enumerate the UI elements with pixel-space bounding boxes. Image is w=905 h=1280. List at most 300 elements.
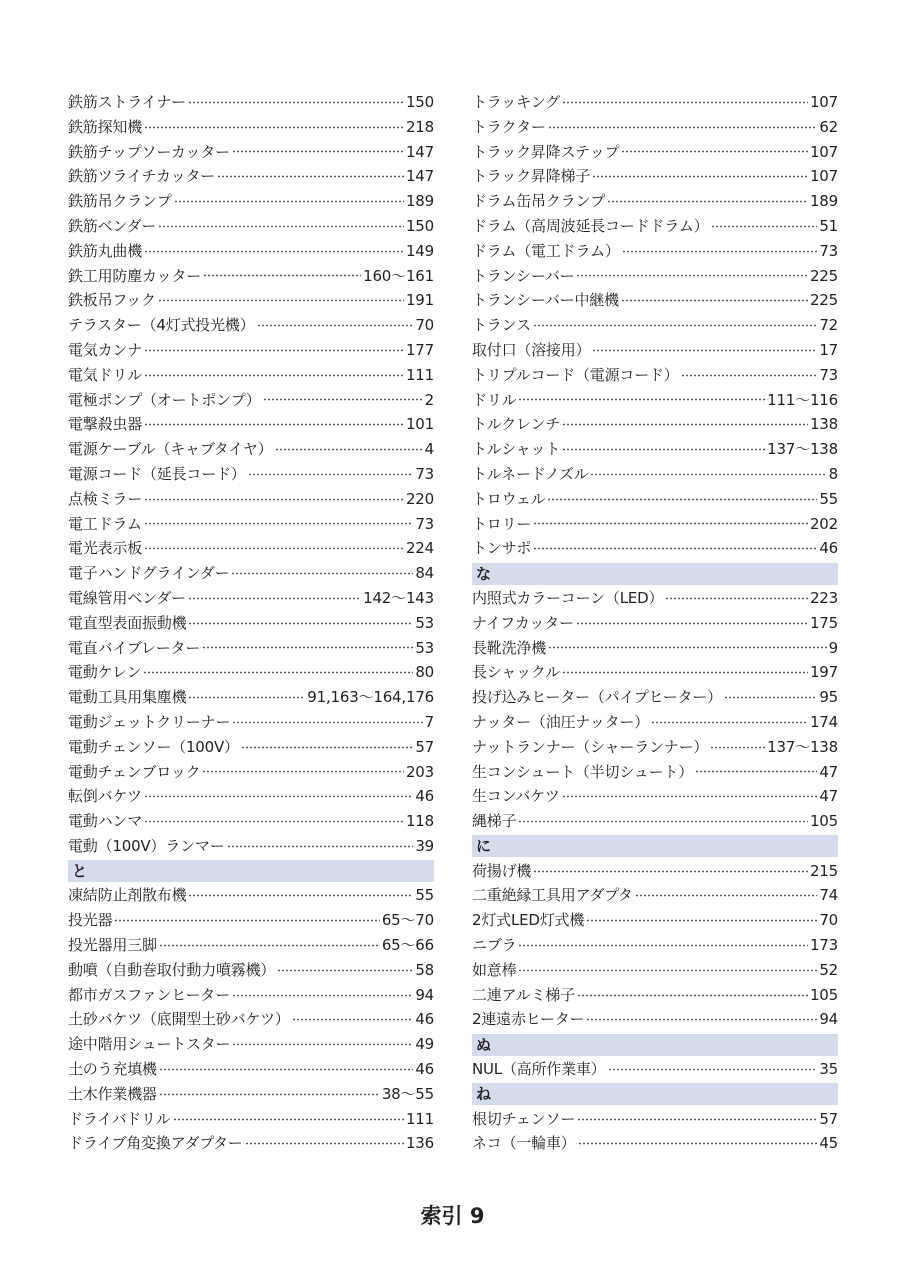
index-entry — [472, 239, 838, 264]
index-page-ref: 175 — [809, 613, 838, 632]
index-entry — [472, 264, 838, 289]
index-entry — [68, 1007, 434, 1032]
index-page-ref: 84 — [415, 564, 434, 583]
index-term: 二重絶縁工具用アダプタ — [472, 886, 633, 905]
index-entry — [68, 214, 434, 239]
index-term: 電動チェンブロック — [68, 762, 201, 781]
index-term: ドラム（高周波延長コードドラム） — [472, 216, 709, 235]
dot-leader — [227, 845, 414, 848]
index-term: 電気カンナ — [68, 340, 143, 359]
index-term: 電直バイブレーター — [68, 638, 201, 657]
index-entry — [68, 164, 434, 189]
index-entry — [472, 611, 838, 636]
index-page-ref: 150 — [405, 93, 434, 111]
index-term: 電源ケーブル（キャブタイヤ） — [68, 440, 273, 459]
dot-leader — [622, 250, 818, 253]
index-entry — [472, 933, 838, 958]
index-term: 生コンシュート（半切シュート） — [472, 762, 694, 781]
dot-leader — [202, 770, 404, 773]
index-term: 内照式カラーコーン（LED） — [472, 588, 664, 607]
index-term: 鉄筋ストライナー — [68, 93, 186, 111]
index-term: 電光表示板 — [68, 539, 143, 558]
index-term: 鉄筋探知機 — [68, 117, 143, 136]
dot-leader — [263, 398, 423, 401]
index-term: トランス — [472, 316, 531, 335]
index-page-ref: 107 — [809, 167, 838, 186]
index-term: 電極ポンプ（オートポンプ） — [68, 390, 261, 409]
index-entry — [472, 338, 838, 363]
index-entry — [68, 784, 434, 809]
index-entry — [472, 660, 838, 685]
index-term: 投光器 — [68, 911, 113, 930]
dot-leader — [608, 1068, 818, 1071]
index-term: ネコ（一輪車） — [472, 1134, 576, 1153]
index-entry — [68, 462, 434, 487]
index-entry — [68, 883, 434, 908]
dot-leader — [158, 299, 404, 302]
index-term: 電動工具用集塵機 — [68, 688, 187, 707]
dot-leader — [548, 646, 827, 649]
dot-leader — [562, 101, 808, 104]
index-page-ref: 138 — [809, 415, 838, 434]
index-page-ref: 9 — [828, 638, 838, 657]
index-page-ref: 191 — [405, 291, 434, 310]
dot-leader — [143, 671, 413, 674]
dot-leader — [518, 969, 817, 972]
index-term: 土砂バケツ（底開型土砂バケツ） — [68, 1010, 290, 1029]
index-term: 凍結防止剤散布機 — [68, 886, 187, 905]
index-page-ref: 137～138 — [767, 737, 838, 756]
index-page-ref: 70 — [819, 911, 838, 930]
index-page-ref: 173 — [809, 936, 838, 955]
dot-leader — [188, 894, 413, 897]
dot-leader — [232, 150, 404, 153]
index-page-ref: 118 — [405, 812, 434, 831]
index-page-ref: 7 — [424, 712, 434, 731]
index-entry — [472, 883, 838, 908]
index-entry — [472, 90, 838, 115]
dot-leader — [548, 126, 818, 129]
index-page-ref: 47 — [819, 787, 838, 806]
index-term: ナイフカッター — [472, 613, 574, 632]
index-term: 縄梯子 — [472, 812, 517, 831]
index-term: トラック昇降梯子 — [472, 167, 591, 186]
index-entry — [68, 710, 434, 735]
dot-leader — [174, 200, 404, 203]
dot-leader — [188, 696, 305, 699]
index-page-ref: 74 — [819, 886, 838, 905]
dot-leader — [248, 473, 414, 476]
index-entry — [68, 1082, 434, 1107]
index-term: 如意棒 — [472, 960, 517, 979]
index-page-ref: 215 — [809, 861, 838, 880]
index-page-ref: 55 — [819, 489, 838, 508]
dot-leader — [188, 622, 413, 625]
index-term: ドライブ角変換アダプター — [68, 1134, 243, 1153]
index-entry — [472, 140, 838, 165]
dot-leader — [533, 324, 818, 327]
index-entry — [472, 462, 838, 487]
index-term: 電源コード（延長コード） — [68, 464, 246, 483]
index-term: 電工ドラム — [68, 514, 142, 533]
index-entry — [472, 1131, 838, 1156]
index-page-ref: 203 — [405, 762, 434, 781]
index-entry — [68, 735, 434, 760]
dot-leader — [159, 1068, 414, 1071]
index-term: ドラム（電工ドラム） — [472, 241, 620, 260]
index-page-ref: 46 — [415, 1010, 434, 1029]
index-term: 鉄筋ベンダー — [68, 216, 157, 235]
dot-leader — [533, 547, 817, 550]
dot-leader — [232, 1043, 413, 1046]
index-term: 2連遠赤ヒーター — [472, 1010, 585, 1029]
index-term: 投げ込みヒーター（パイプヒーター） — [472, 688, 722, 707]
index-term: ナッター（油圧ナッター） — [472, 712, 650, 731]
index-page-ref: 225 — [809, 291, 838, 310]
index-term: トンサポ — [472, 539, 532, 558]
index-term: 電動（100V）ランマー — [68, 836, 225, 855]
dot-leader — [635, 894, 818, 897]
dot-leader — [245, 1142, 404, 1145]
index-term: ナットランナー（シャーランナー） — [472, 737, 709, 756]
index-entry — [68, 834, 434, 859]
index-entry — [472, 487, 838, 512]
index-entry — [68, 412, 434, 437]
index-entry — [472, 288, 838, 313]
index-page-ref: 149 — [405, 241, 434, 260]
dot-leader — [144, 795, 413, 798]
index-term: ニブラ — [472, 936, 517, 955]
index-term: 電線管用ベンダー — [68, 588, 186, 607]
dot-leader — [144, 423, 404, 426]
index-term: 点検ミラー — [68, 489, 143, 508]
index-page-ref: 160～161 — [363, 266, 434, 285]
dot-leader — [562, 423, 808, 426]
dot-leader — [144, 250, 404, 253]
index-page-ref: 137～138 — [767, 440, 838, 459]
index-page-ref: 224 — [405, 539, 434, 558]
index-page-ref: 8 — [828, 464, 838, 483]
dot-leader — [590, 473, 826, 476]
dot-leader — [547, 498, 817, 501]
index-page-ref: 2 — [424, 390, 434, 409]
dot-leader — [144, 820, 404, 823]
section-header: に — [472, 835, 838, 857]
index-entry — [472, 1057, 838, 1082]
index-entry — [68, 1107, 434, 1132]
index-term: 2灯式LED灯式機 — [472, 911, 585, 930]
index-page-ref: 46 — [415, 1060, 434, 1079]
index-page-ref: 94 — [819, 1010, 838, 1029]
dot-leader — [114, 919, 379, 922]
index-term: 荷揚げ機 — [472, 861, 532, 880]
dot-leader — [217, 175, 404, 178]
index-entry — [68, 239, 434, 264]
index-entry — [472, 784, 838, 809]
index-entry — [472, 388, 838, 413]
index-term: トラッキング — [472, 93, 561, 111]
dot-leader — [592, 175, 808, 178]
index-column-left — [68, 90, 434, 1156]
index-entry — [68, 288, 434, 313]
index-page-ref: 70 — [415, 316, 434, 335]
dot-leader — [144, 522, 413, 525]
dot-leader — [144, 547, 404, 550]
index-page-ref: 72 — [819, 316, 838, 335]
dot-leader — [257, 324, 414, 327]
index-page-ref: 111 — [405, 365, 434, 384]
dot-leader — [562, 795, 818, 798]
index-term: トロウェル — [472, 489, 546, 508]
index-term: 鉄筋吊クランプ — [68, 192, 172, 211]
dot-leader — [724, 696, 817, 699]
dot-leader — [231, 572, 413, 575]
index-page-ref: 107 — [809, 142, 838, 161]
index-page-ref: 73 — [415, 464, 434, 483]
index-page-ref: 55 — [415, 886, 434, 905]
index-entry — [68, 338, 434, 363]
dot-leader — [711, 225, 818, 228]
index-page-ref: 142～143 — [363, 588, 434, 607]
index-entry — [68, 660, 434, 685]
index-entry — [68, 487, 434, 512]
index-page-ref: 223 — [809, 588, 838, 607]
index-page-ref: 147 — [405, 167, 434, 186]
index-page-ref: 101 — [405, 415, 434, 434]
index-term: テラスター（4灯式投光機） — [68, 316, 255, 335]
index-entry — [68, 115, 434, 140]
index-page-ref: 105 — [809, 985, 838, 1004]
index-page-ref: 174 — [809, 712, 838, 731]
index-entry — [472, 710, 838, 735]
index-page-ref: 197 — [809, 663, 838, 682]
index-entry — [472, 363, 838, 388]
dot-leader — [173, 1118, 404, 1121]
index-term: 土のう充填機 — [68, 1060, 157, 1079]
dot-leader — [562, 671, 808, 674]
dot-leader — [292, 1018, 414, 1021]
index-page-ref: 45 — [819, 1134, 838, 1153]
index-term: 電子ハンドグラインダー — [68, 564, 230, 583]
section-header: と — [68, 860, 434, 882]
index-page-ref: 46 — [819, 539, 838, 558]
index-term: トリプルコード（電源コード） — [472, 365, 679, 384]
dot-leader — [188, 597, 361, 600]
index-entry — [472, 685, 838, 710]
dot-leader — [607, 200, 808, 203]
dot-leader — [577, 1118, 817, 1121]
index-term: 取付口（溶接用） — [472, 340, 591, 359]
index-term: 電動ハンマ — [68, 812, 143, 831]
index-term: 動噴（自動巻取付動力噴霧機） — [68, 960, 276, 979]
index-entry — [472, 189, 838, 214]
index-entry — [68, 561, 434, 586]
index-term: 二連アルミ梯子 — [472, 985, 576, 1004]
index-page-ref: 52 — [819, 960, 838, 979]
index-page-ref: 49 — [415, 1035, 434, 1054]
index-page-ref: 150 — [405, 216, 434, 235]
index-page-ref: 73 — [819, 241, 838, 260]
index-term: 電撃殺虫器 — [68, 415, 143, 434]
dot-leader — [158, 225, 404, 228]
index-page-ref: 47 — [819, 762, 838, 781]
index-term: トルネードノズル — [472, 464, 589, 483]
dot-leader — [518, 398, 765, 401]
index-term: 転倒バケツ — [68, 787, 142, 806]
index-term: 鉄工用防塵カッター — [68, 266, 202, 285]
index-entry — [68, 685, 434, 710]
index-entry — [68, 1057, 434, 1082]
dot-leader — [144, 498, 404, 501]
index-term: ドラム缶吊クランプ — [472, 192, 606, 211]
index-entry — [472, 412, 838, 437]
index-entry — [472, 859, 838, 884]
index-page-ref: 136 — [405, 1134, 434, 1153]
index-page-ref: 53 — [415, 613, 434, 632]
index-page-ref: 218 — [405, 117, 434, 136]
index-term: 電直型表面振動機 — [68, 613, 187, 632]
dot-leader — [232, 721, 422, 724]
index-page-ref: 39 — [415, 836, 434, 855]
index-page-ref: 53 — [415, 638, 434, 657]
dot-leader — [681, 374, 818, 377]
index-entry — [68, 611, 434, 636]
index-entry — [68, 586, 434, 611]
dot-leader — [533, 522, 808, 525]
dot-leader — [533, 870, 808, 873]
index-entry — [68, 388, 434, 413]
index-entry — [472, 313, 838, 338]
index-entry — [68, 90, 434, 115]
footer-label: 索引 — [420, 1204, 463, 1228]
index-entry — [68, 189, 434, 214]
dot-leader — [144, 349, 404, 352]
dot-leader — [144, 126, 404, 129]
dot-leader — [241, 746, 413, 749]
dot-leader — [144, 374, 404, 377]
index-term: 長靴洗浄機 — [472, 638, 547, 657]
index-entry — [472, 809, 838, 834]
index-entry — [68, 983, 434, 1008]
index-term: トラック昇降ステップ — [472, 142, 620, 161]
index-page-ref: 111～116 — [767, 390, 838, 409]
index-page-ref: 46 — [415, 787, 434, 806]
index-term: トルクレンチ — [472, 415, 561, 434]
dot-leader — [277, 969, 413, 972]
index-entry — [68, 908, 434, 933]
index-entry — [68, 363, 434, 388]
index-page-ref: 105 — [809, 812, 838, 831]
index-entry — [68, 313, 434, 338]
index-page-ref: 73 — [819, 365, 838, 384]
dot-leader — [665, 597, 808, 600]
index-entry — [472, 437, 838, 462]
index-term: NUL（高所作業車） — [472, 1060, 606, 1079]
index-entry — [68, 536, 434, 561]
index-term: トロリー — [472, 514, 532, 533]
index-entry — [472, 1107, 838, 1132]
dot-leader — [621, 150, 808, 153]
index-term: トランシーバー — [472, 266, 575, 285]
dot-leader — [586, 1018, 817, 1021]
dot-leader — [203, 274, 361, 277]
index-term: 生コンバケツ — [472, 787, 560, 806]
index-term: 土木作業機器 — [68, 1084, 157, 1103]
index-entry — [68, 140, 434, 165]
index-entry — [68, 437, 434, 462]
dot-leader — [578, 1142, 818, 1145]
index-page-ref: 177 — [405, 340, 434, 359]
index-term: 長シャックル — [472, 663, 561, 682]
index-entry — [472, 636, 838, 661]
dot-leader — [651, 721, 808, 724]
index-page-ref: 220 — [405, 489, 434, 508]
index-page-ref: 95 — [819, 688, 838, 707]
index-term: トルシャット — [472, 440, 561, 459]
index-term: トランシーバー中継機 — [472, 291, 619, 310]
dot-leader — [562, 448, 765, 451]
index-page-ref: 189 — [405, 192, 434, 211]
dot-leader — [202, 646, 413, 649]
dot-leader — [275, 448, 423, 451]
index-page-ref: 58 — [415, 960, 434, 979]
index-page-ref: 91,163～164,176 — [307, 688, 434, 707]
dot-leader — [188, 101, 404, 104]
index-entry — [68, 264, 434, 289]
dot-leader — [576, 274, 807, 277]
dot-leader — [577, 994, 808, 997]
index-page-ref: 51 — [819, 216, 838, 235]
index-entry — [68, 636, 434, 661]
index-page-ref: 111 — [405, 1109, 434, 1128]
index-entry — [472, 760, 838, 785]
dot-leader — [576, 622, 808, 625]
index-page-ref: 73 — [415, 514, 434, 533]
index-entry — [472, 536, 838, 561]
dot-leader — [159, 944, 380, 947]
index-page-ref: 80 — [415, 663, 434, 682]
index-term: 電動ジェットクリーナー — [68, 712, 231, 731]
index-page-ref: 35 — [819, 1060, 838, 1079]
index-entry — [68, 958, 434, 983]
section-header: な — [472, 563, 838, 585]
dot-leader — [159, 1093, 380, 1096]
index-page-ref: 65～70 — [381, 911, 434, 930]
index-page-ref: 62 — [819, 117, 838, 136]
index-term: ドライバドリル — [68, 1109, 171, 1128]
index-entry — [472, 958, 838, 983]
index-term: 根切チェンソー — [472, 1109, 576, 1128]
dot-leader — [710, 746, 765, 749]
dot-leader — [586, 919, 817, 922]
index-column-right — [472, 90, 838, 1156]
index-entry — [68, 1131, 434, 1156]
index-entry — [472, 983, 838, 1008]
section-header: ね — [472, 1083, 838, 1105]
index-page-ref: 225 — [809, 266, 838, 285]
index-entry — [472, 115, 838, 140]
index-page-ref: 147 — [405, 142, 434, 161]
index-term: 鉄筋丸曲機 — [68, 241, 143, 260]
index-entry — [472, 512, 838, 537]
index-term: 投光器用三脚 — [68, 936, 157, 955]
index-page-ref: 107 — [809, 93, 838, 111]
index-term: トラクター — [472, 117, 546, 136]
index-entry — [472, 1007, 838, 1032]
dot-leader — [518, 944, 808, 947]
index-page-ref: 189 — [809, 192, 838, 211]
index-entry — [472, 735, 838, 760]
